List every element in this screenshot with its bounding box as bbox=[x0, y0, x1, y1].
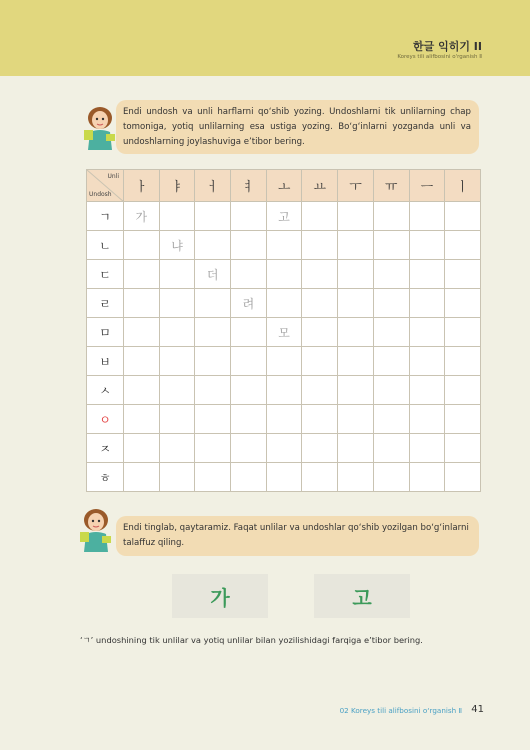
consonant-header: ㅅ bbox=[87, 376, 124, 405]
grid-cell[interactable] bbox=[159, 289, 195, 318]
grid-cell[interactable] bbox=[338, 376, 374, 405]
vowel-header: ㅗ bbox=[266, 170, 302, 202]
grid-cell[interactable] bbox=[159, 347, 195, 376]
consonant-header: ㅂ bbox=[87, 347, 124, 376]
consonant-header: ㄴ bbox=[87, 231, 124, 260]
grid-cell[interactable] bbox=[266, 347, 302, 376]
grid-cell[interactable] bbox=[195, 347, 231, 376]
grid-cell[interactable] bbox=[266, 231, 302, 260]
grid-cell[interactable] bbox=[445, 202, 481, 231]
grid-cell[interactable] bbox=[409, 434, 445, 463]
grid-cell[interactable] bbox=[373, 405, 409, 434]
grid-row bbox=[87, 434, 481, 463]
grid-cell[interactable] bbox=[409, 347, 445, 376]
grid-cell[interactable]: 냐 bbox=[159, 231, 195, 260]
grid-cell[interactable] bbox=[409, 318, 445, 347]
vowel-header: ㅕ bbox=[231, 170, 267, 202]
grid-cell[interactable] bbox=[302, 202, 338, 231]
grid-cell[interactable] bbox=[373, 434, 409, 463]
grid-cell[interactable] bbox=[195, 289, 231, 318]
grid-cell[interactable] bbox=[124, 463, 160, 492]
hangul-grid-table bbox=[86, 169, 481, 492]
grid-cell[interactable] bbox=[338, 318, 374, 347]
grid-cell[interactable] bbox=[195, 231, 231, 260]
vowel-header: ㅑ bbox=[159, 170, 195, 202]
grid-cell[interactable] bbox=[266, 376, 302, 405]
vowel-header-row bbox=[87, 170, 481, 202]
grid-cell[interactable] bbox=[445, 289, 481, 318]
grid-cell[interactable] bbox=[373, 318, 409, 347]
grid-row bbox=[87, 202, 481, 231]
grid-cell[interactable] bbox=[445, 434, 481, 463]
teacher-avatar-icon bbox=[78, 506, 114, 554]
grid-cell[interactable] bbox=[159, 376, 195, 405]
grid-cell[interactable]: 가 bbox=[124, 202, 160, 231]
grid-cell[interactable] bbox=[124, 289, 160, 318]
grid-cell[interactable] bbox=[445, 347, 481, 376]
grid-cell[interactable] bbox=[338, 347, 374, 376]
grid-cell[interactable] bbox=[302, 405, 338, 434]
grid-cell[interactable] bbox=[195, 318, 231, 347]
grid-cell[interactable] bbox=[409, 231, 445, 260]
page-number: 41 bbox=[471, 704, 484, 715]
grid-cell[interactable] bbox=[302, 231, 338, 260]
example-syllable-1[interactable]: 가 bbox=[172, 574, 268, 618]
grid-cell[interactable] bbox=[159, 202, 195, 231]
grid-cell[interactable] bbox=[338, 231, 374, 260]
grid-cell[interactable] bbox=[266, 463, 302, 492]
grid-cell[interactable] bbox=[159, 434, 195, 463]
vowel-header: ㅠ bbox=[373, 170, 409, 202]
grid-cell[interactable]: 고 bbox=[266, 202, 302, 231]
grid-cell[interactable] bbox=[373, 260, 409, 289]
vowel-header: ㅜ bbox=[338, 170, 374, 202]
grid-cell[interactable] bbox=[195, 405, 231, 434]
grid-cell[interactable] bbox=[338, 202, 374, 231]
consonant-header: ㅈ bbox=[87, 434, 124, 463]
grid-cell[interactable] bbox=[409, 260, 445, 289]
grid-cell[interactable] bbox=[266, 405, 302, 434]
grid-cell[interactable] bbox=[195, 202, 231, 231]
vowel-header: ㅛ bbox=[302, 170, 338, 202]
note-text: ‘ㄱ’ undoshining tik unlilar va yotiq unlilar bilan yozilishidagi farqiga e’tibor bering. bbox=[80, 635, 423, 645]
grid-cell[interactable] bbox=[159, 318, 195, 347]
grid-body bbox=[87, 202, 481, 492]
grid-cell[interactable] bbox=[409, 376, 445, 405]
grid-row bbox=[87, 463, 481, 492]
teacher-avatar-icon bbox=[82, 104, 118, 152]
grid-cell[interactable] bbox=[445, 463, 481, 492]
grid-cell[interactable] bbox=[266, 289, 302, 318]
vowel-header: ㅏ bbox=[124, 170, 160, 202]
corner-vowel-label: Unli bbox=[107, 173, 119, 180]
vowel-header: ㅣ bbox=[445, 170, 481, 202]
grid-cell[interactable] bbox=[124, 318, 160, 347]
vowel-header: ㅓ bbox=[195, 170, 231, 202]
grid-cell[interactable] bbox=[409, 202, 445, 231]
grid-cell[interactable] bbox=[159, 463, 195, 492]
grid-cell[interactable] bbox=[302, 347, 338, 376]
grid-cell[interactable] bbox=[445, 231, 481, 260]
grid-cell[interactable] bbox=[373, 231, 409, 260]
consonant-header: ㄷ bbox=[87, 260, 124, 289]
grid-cell[interactable] bbox=[445, 318, 481, 347]
grid-cell[interactable]: 더 bbox=[195, 260, 231, 289]
grid-cell[interactable] bbox=[195, 376, 231, 405]
grid-cell[interactable] bbox=[231, 231, 267, 260]
corner-cell bbox=[87, 170, 124, 202]
grid-cell[interactable] bbox=[373, 289, 409, 318]
vowel-header: ㅡ bbox=[409, 170, 445, 202]
grid-cell[interactable] bbox=[373, 202, 409, 231]
grid-cell[interactable] bbox=[124, 376, 160, 405]
grid-cell[interactable] bbox=[231, 202, 267, 231]
consonant-header: ㅎ bbox=[87, 463, 124, 492]
grid-row bbox=[87, 376, 481, 405]
grid-cell[interactable] bbox=[302, 463, 338, 492]
grid-cell[interactable] bbox=[266, 434, 302, 463]
grid-cell[interactable] bbox=[302, 318, 338, 347]
grid-cell[interactable] bbox=[373, 376, 409, 405]
grid-cell[interactable] bbox=[338, 260, 374, 289]
instruction-bubble-2: Endi tinglab, qaytaramiz. Faqat unlilar va undoshlar qo‘shib yozilgan bo‘g‘inlarni talaffuz qiling. bbox=[116, 516, 479, 556]
grid-cell[interactable]: 려 bbox=[231, 289, 267, 318]
grid-cell[interactable] bbox=[302, 260, 338, 289]
grid-cell[interactable] bbox=[302, 376, 338, 405]
grid-cell[interactable] bbox=[445, 376, 481, 405]
consonant-header: ㅁ bbox=[87, 318, 124, 347]
grid-cell[interactable] bbox=[338, 463, 374, 492]
grid-cell[interactable] bbox=[159, 405, 195, 434]
grid-cell[interactable] bbox=[409, 405, 445, 434]
grid-cell[interactable] bbox=[124, 231, 160, 260]
grid-cell[interactable] bbox=[124, 434, 160, 463]
grid-cell[interactable] bbox=[338, 434, 374, 463]
grid-cell[interactable] bbox=[302, 289, 338, 318]
instruction-bubble-1: Endi undosh va unli harflarni qo‘shib yozing. Undoshlarni tik unlilarning chap tomoniga, yotiq unlilarning esa ustiga yozing. Bo‘g‘inlarni yozganda unli va undoshlarning joylashuviga e’tibor bering. bbox=[116, 100, 479, 154]
grid-cell[interactable] bbox=[159, 260, 195, 289]
grid-row bbox=[87, 231, 481, 260]
grid-row bbox=[87, 405, 481, 434]
grid-cell[interactable] bbox=[409, 463, 445, 492]
page-title: 한글 익히기 II bbox=[413, 40, 482, 53]
example-syllable-2[interactable]: 고 bbox=[314, 574, 410, 618]
consonant-header: ㄹ bbox=[87, 289, 124, 318]
grid-row bbox=[87, 318, 481, 347]
grid-cell[interactable] bbox=[231, 318, 267, 347]
consonant-header: ㅇ bbox=[87, 405, 124, 434]
grid-cell[interactable]: 모 bbox=[266, 318, 302, 347]
grid-cell[interactable] bbox=[338, 405, 374, 434]
grid-row bbox=[87, 289, 481, 318]
grid-cell[interactable] bbox=[231, 405, 267, 434]
grid-cell[interactable] bbox=[445, 405, 481, 434]
footer-chapter: 02 Koreys tili alifbosini o‘rganish Ⅱ bbox=[339, 706, 462, 715]
corner-consonant-label: Undosh bbox=[89, 191, 112, 198]
consonant-header: ㄱ bbox=[87, 202, 124, 231]
grid-cell[interactable] bbox=[445, 260, 481, 289]
grid-cell[interactable] bbox=[266, 260, 302, 289]
grid-cell[interactable] bbox=[231, 434, 267, 463]
grid-cell[interactable] bbox=[124, 405, 160, 434]
grid-cell[interactable] bbox=[124, 347, 160, 376]
grid-cell[interactable] bbox=[409, 289, 445, 318]
grid-row bbox=[87, 260, 481, 289]
grid-cell[interactable] bbox=[124, 260, 160, 289]
grid-cell[interactable] bbox=[231, 260, 267, 289]
page-subtitle: Koreys tili alifbosini o'rganish Ⅱ bbox=[397, 54, 482, 60]
grid-cell[interactable] bbox=[373, 463, 409, 492]
grid-cell[interactable] bbox=[338, 289, 374, 318]
grid-cell[interactable] bbox=[195, 434, 231, 463]
grid-row bbox=[87, 347, 481, 376]
grid-cell[interactable] bbox=[302, 434, 338, 463]
grid-cell[interactable] bbox=[231, 347, 267, 376]
grid-cell[interactable] bbox=[231, 463, 267, 492]
grid-cell[interactable] bbox=[195, 463, 231, 492]
grid-cell[interactable] bbox=[231, 376, 267, 405]
grid-cell[interactable] bbox=[373, 347, 409, 376]
